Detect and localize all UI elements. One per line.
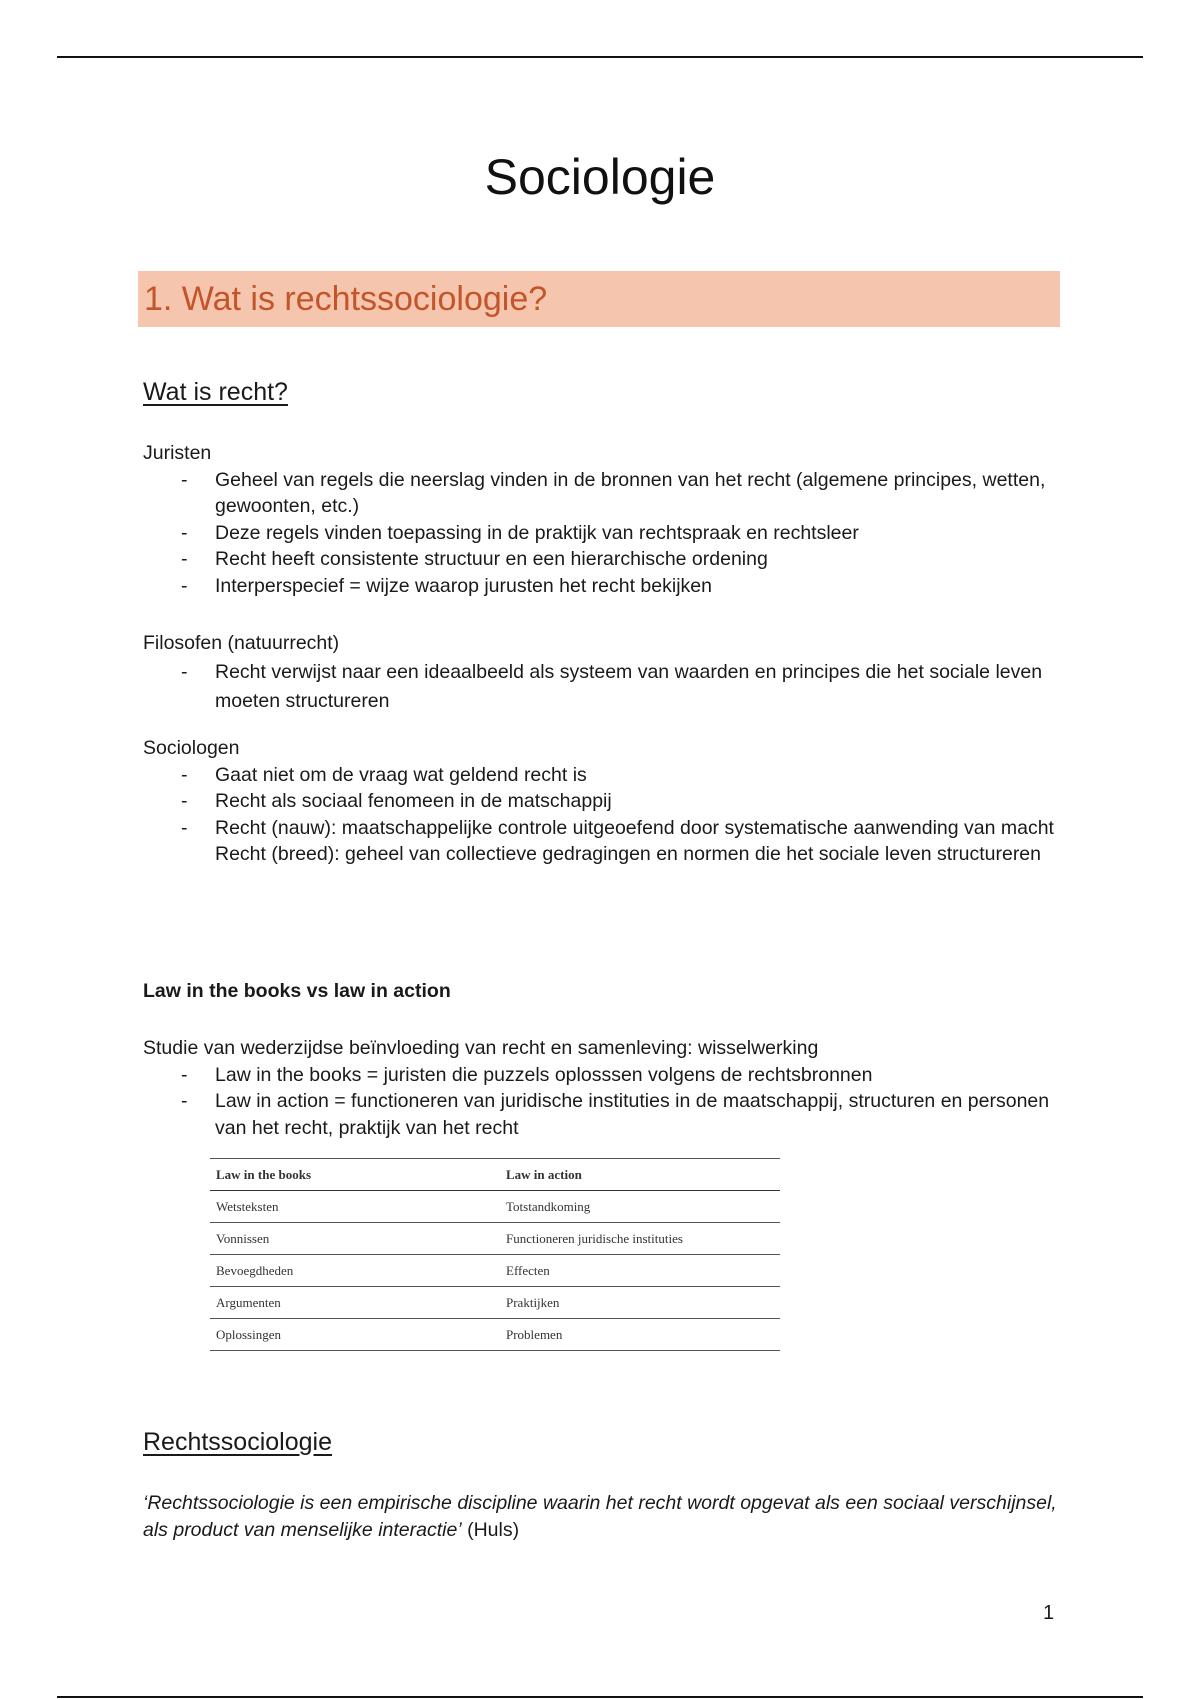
list-item: - Interperspecief = wijze waarop jurusten het recht bekijken: [143, 573, 1063, 600]
table-cell: Bevoegdheden: [210, 1255, 500, 1287]
list-item: - Law in action = functioneren van juridische instituties in de maatschappij, structuren en personen van het recht, praktijk van het recht: [143, 1088, 1063, 1141]
table-header-row: [210, 1159, 780, 1191]
list-item-continuation: Recht (breed): geheel van collectieve gedragingen en normen die het sociale leven structureren: [215, 843, 1041, 865]
list-item: - Law in the books = juristen die puzzels oplosssen volgens de rechtsbronnen: [143, 1062, 1063, 1089]
law-books-vs-action: [143, 1035, 1063, 1141]
table-cell: Totstandkoming: [500, 1191, 780, 1223]
list-item: - Deze regels vinden toepassing in de praktijk van rechtspraak en rechtsleer: [143, 520, 1063, 547]
bottom-rule: [57, 1696, 1143, 1698]
bullet-list: [143, 762, 1063, 868]
table-cell: Wetsteksten: [210, 1191, 500, 1223]
section-heading-wat-is-recht: Wat is recht?: [143, 378, 288, 406]
table-row: [210, 1255, 780, 1287]
chapter-heading: 1. Wat is rechtssociologie?: [138, 271, 1060, 327]
page-title: Sociologie: [484, 149, 716, 205]
table-row: [210, 1319, 780, 1351]
table-cell: Oplossingen: [210, 1319, 500, 1351]
table-cell: Praktijken: [500, 1287, 780, 1319]
list-item: - Recht (nauw): maatschappelijke controle uitgeoefend door systematische aanwending van macht: [143, 815, 1063, 842]
bullet-list: [143, 658, 1063, 716]
table-cell: Functioneren juridische instituties: [500, 1223, 780, 1255]
list-item: - Recht verwijst naar een ideaalbeeld als systeem van waarden en principes die het sociale leven moeten structureren: [143, 658, 1063, 716]
table-row: [210, 1191, 780, 1223]
table-cell: Problemen: [500, 1319, 780, 1351]
group-filosofen: [143, 629, 1063, 716]
bullet-list: [143, 1062, 1063, 1142]
page-number: 1: [1043, 1602, 1055, 1624]
list-item: - Geheel van regels die neerslag vinden in de bronnen van het recht (algemene principes, wetten, gewoonten, etc.): [143, 467, 1063, 520]
list-item: - Recht heeft consistente structuur en een hierarchische ordening: [143, 546, 1063, 573]
group-sociologen: [143, 735, 1063, 868]
list-item: - Gaat niet om de vraag wat geldend recht is: [143, 762, 1063, 789]
table-cell: Vonnissen: [210, 1223, 500, 1255]
table-row: [210, 1287, 780, 1319]
group-juristen: [143, 440, 1063, 599]
bullet-list: [143, 467, 1063, 600]
group-label: Juristen: [143, 442, 212, 464]
subsection-intro: Studie van wederzijdse beïnvloeding van recht en samenleving: wisselwerking: [143, 1037, 819, 1059]
list-item: - Recht als sociaal fenomeen in de matschappij: [143, 788, 1063, 815]
quote-text: ‘Rechtssociologie is een empirische discipline waarin het recht wordt opgevat als een sociaal verschijnsel, als product van menselijke interactie’: [143, 1492, 1057, 1541]
table-cell: Argumenten: [210, 1287, 500, 1319]
quote-attribution: (Huls): [461, 1518, 520, 1541]
comparison-table: [210, 1158, 780, 1351]
group-label: Sociologen: [143, 737, 240, 759]
subsection-heading: Law in the books vs law in action: [143, 980, 451, 1002]
top-rule: [57, 56, 1143, 58]
section-heading-rechtssociologie: Rechtssociologie: [143, 1428, 332, 1456]
table-header: Law in the books: [210, 1159, 500, 1191]
definition-quote: [143, 1490, 1063, 1543]
group-label: Filosofen (natuurrecht): [143, 632, 340, 654]
table-header: Law in action: [500, 1159, 780, 1191]
table-cell: Effecten: [500, 1255, 780, 1287]
table-row: [210, 1223, 780, 1255]
